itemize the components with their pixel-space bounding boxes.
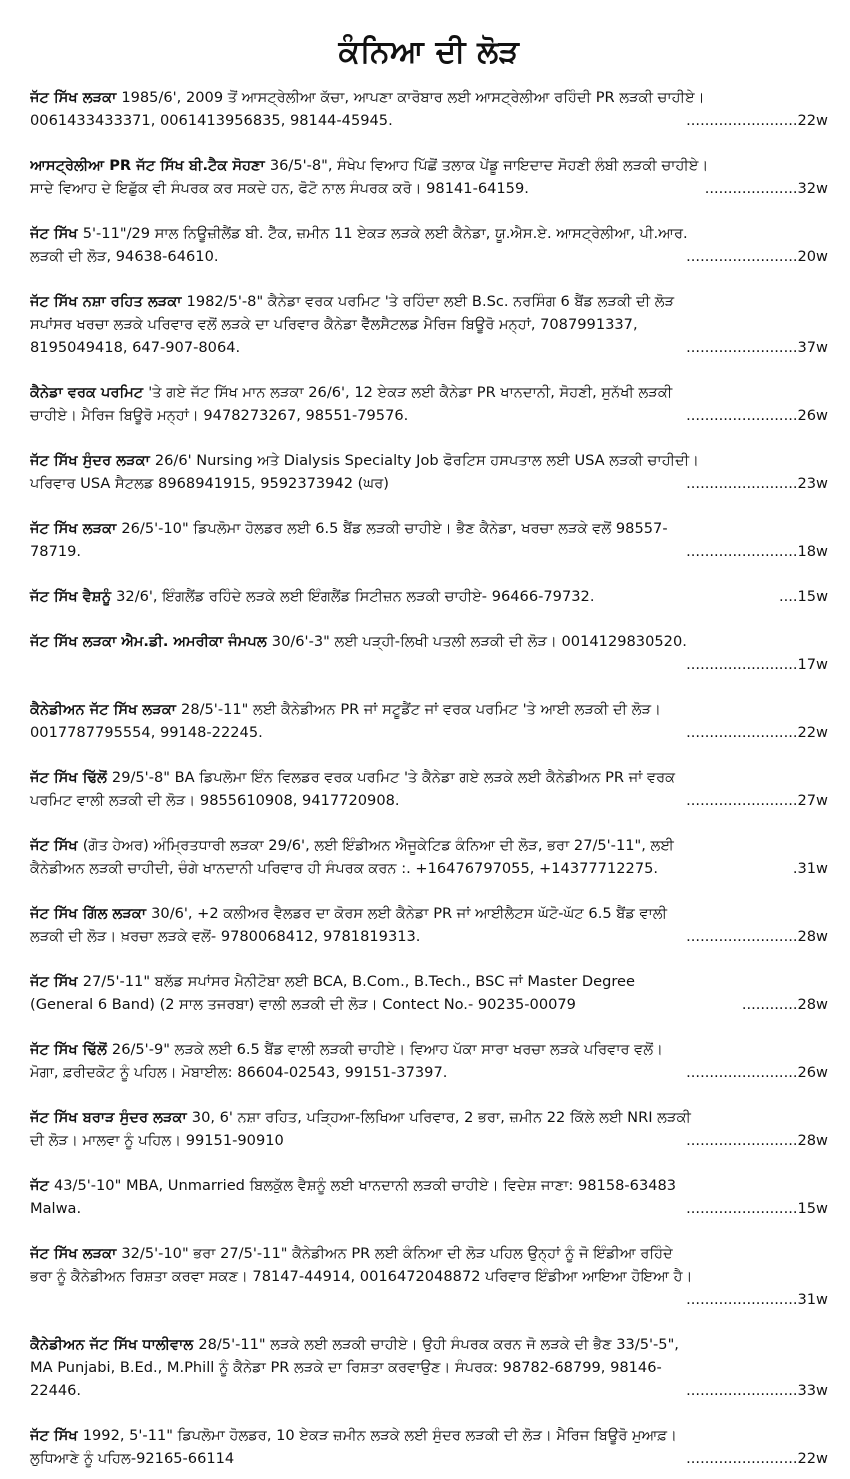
classified-ad <box>30 381 828 427</box>
ad-code: ........................22w <box>686 1450 828 1467</box>
ad-text-line: 78719. <box>30 543 82 560</box>
ad-text-line: ਕੈਨੇਡੀਅਨ ਜੱਟ ਸਿੱਖ ਲੜਕਾ 28/5'-11" ਲਈ ਕੈਨੇਡੀਅਨ PR ਜਾਂ ਸਟੂਡੈਂਟ ਜਾਂ ਵਰਕ ਪਰਮਿਟ 'ਤੇ ਆਈ ਲੜਕੀ ਦੀ ਲੋੜ। <box>30 701 661 718</box>
ad-code: ........................27w <box>686 792 828 809</box>
ad-text-line: ਜੱਟ ਸਿੱਖ (ਗੋਤ ਹੇਅਰ) ਅੰਮ੍ਰਿਤਧਾਰੀ ਲੜਕਾ 29/6', ਲਈ ਇੰਡੀਅਨ ਐਜੂਕੇਟਿਡ ਕੰਨਿਆ ਦੀ ਲੋੜ, ਭਰਾ 27/5'-11", ਲਈ <box>30 837 674 854</box>
ad-text-line: ਜੱਟ ਸਿੱਖ ਨਸ਼ਾ ਰਹਿਤ ਲੜਕਾ 1982/5'-8" ਕੈਨੇਡਾ ਵਰਕ ਪਰਮਿਟ 'ਤੇ ਰਹਿੰਦਾ ਲਈ B.Sc. ਨਰਸਿੰਗ 6 ਬੈਂਡ ਲੜਕੀ ਦੀ ਲੋੜ <box>30 293 675 310</box>
ad-code: ........................22w <box>686 112 828 129</box>
ad-heading: ਆਸਟ੍ਰੇਲੀਆ PR ਜੱਟ ਸਿੱਖ ਬੀ.ਟੈਕ ਸੋਹਣਾ <box>30 157 270 174</box>
ad-code: ........................28w <box>686 1132 828 1149</box>
ad-text-line: ਭਰਾ ਨੂੰ ਕੈਨੇਡੀਅਨ ਰਿਸ਼ਤਾ ਕਰਵਾ ਸਕਣ। 78147-44914, 0016472048872 ਪਰਿਵਾਰ ਇੰਡੀਆ ਆਇਆ ਹੋਇਆ ਹੈ। <box>30 1268 693 1285</box>
ad-text-line: ਜੱਟ ਸਿੱਖ ਲੜਕਾ 32/5'-10" ਭਰਾ 27/5'-11" ਕੈਨੇਡੀਅਨ PR ਲਈ ਕੰਨਿਆ ਦੀ ਲੋੜ ਪਹਿਲ ਉਨ੍ਹਾਂ ਨੂੰ ਜੋ ਇੰਡੀਆ ਰਹਿੰਦੇ <box>30 1245 673 1262</box>
ad-text-line: 8195049418, 647-907-8064. <box>30 339 241 356</box>
ad-heading: ਜੱਟ ਸਿੱਖ ਬਰਾੜ ਸੁੰਦਰ ਲੜਕਾ <box>30 1109 192 1126</box>
ad-text-line: (General 6 Band) (2 ਸਾਲ ਤਜਰਬਾ) ਵਾਲੀ ਲੜਕੀ ਦੀ ਲੋੜ। Contect No.- 90235-00079 <box>30 996 576 1013</box>
ad-text-line: ਲੜਕੀ ਦੀ ਲੋੜ। ਖ਼ਰਚਾ ਲੜਕੇ ਵਲੋਂ- 9780068412, 9781819313. <box>30 928 421 945</box>
ad-last-line <box>30 336 828 359</box>
ad-text-line: ਕੈਨੇਡਾ ਵਰਕ ਪਰਮਿਟ 'ਤੇ ਗਏ ਜੱਟ ਸਿੱਖ ਮਾਨ ਲੜਕਾ 26/6', 12 ਏਕੜ ਲਈ ਕੈਨੇਡਾ PR ਖਾਨਦਾਨੀ, ਸੋਹਣੀ, ਸੁਨੱਖੀ ਲੜਕੀ <box>30 384 673 401</box>
ad-heading: ਜੱਟ ਸਿੱਖ ਲੜਕਾ <box>30 1245 122 1262</box>
ad-heading: ਜੱਟ ਸਿੱਖ ਗਿੱਲ ਲੜਕਾ <box>30 905 152 922</box>
ad-code: ........................20w <box>686 248 828 265</box>
ad-heading: ਜੱਟ <box>30 1177 54 1194</box>
ad-last-line <box>30 1129 828 1152</box>
ad-text-line: 22446. <box>30 1382 82 1399</box>
classified-ad <box>30 290 828 359</box>
ad-code: ........................15w <box>686 1200 828 1217</box>
ad-text-line: ਸਾਦੇ ਵਿਆਹ ਦੇ ਇਛੁੱਕ ਵੀ ਸੰਪਰਕ ਕਰ ਸਕਦੇ ਹਨ, ਫੋਟੋ ਨਾਲ ਸੰਪਰਕ ਕਰੋ। 98141-64159. <box>30 180 529 197</box>
ad-last-line <box>30 177 828 200</box>
ad-code: ........................31w <box>686 1291 828 1308</box>
classified-ad <box>30 1106 828 1152</box>
ad-text-line: ਆਸਟ੍ਰੇਲੀਆ PR ਜੱਟ ਸਿੱਖ ਬੀ.ਟੈਕ ਸੋਹਣਾ 36/5'-8", ਸੰਖੇਪ ਵਿਆਹ ਪਿੱਛੋਂ ਤਲਾਕ ਪੇਂਡੂ ਜਾਇਦਾਦ ਸੋਹਣੀ ਲੰਬੀ ਲੜਕੀ ਚਾਹੀਏ। <box>30 157 709 174</box>
ad-code: ............28w <box>741 996 828 1013</box>
classified-ad <box>30 902 828 948</box>
ad-text-line: 0017787795554, 99148-22245. <box>30 724 263 741</box>
classified-ad <box>30 1038 828 1084</box>
ad-last-line <box>30 404 828 427</box>
ad-text-line: 0061433433371, 0061413956835, 98144-45945. <box>30 112 393 129</box>
ad-text-line: ਪਰਿਵਾਰ USA ਸੈਟਲਡ 8968941915, 9592373942 (ਘਰ) <box>30 475 389 492</box>
ad-code: ........................37w <box>686 339 828 356</box>
ad-last-line <box>30 925 828 948</box>
classified-ad <box>30 630 828 676</box>
ad-code: .31w <box>792 860 828 877</box>
ad-text-line: ਜੱਟ ਸਿੱਖ ਗਿੱਲ ਲੜਕਾ 30/6', +2 ਕਲੀਅਰ ਵੈਲਡਰ ਦਾ ਕੋਰਸ ਲਈ ਕੈਨੇਡਾ PR ਜਾਂ ਆਈਲੈਟਸ ਘੱਟੋ-ਘੱਟ 6.5 ਬੈਂਡ ਵਾਲੀ <box>30 905 668 922</box>
classified-ad <box>30 1333 828 1402</box>
ad-heading: ਕੈਨੇਡੀਅਨ ਜੱਟ ਸਿੱਖ ਧਾਲੀਵਾਲ <box>30 1336 199 1353</box>
ad-last-line <box>30 245 828 268</box>
ad-heading: ਜੱਟ ਸਿੱਖ <box>30 1427 83 1444</box>
ad-text-line: ਜੱਟ ਸਿੱਖ ਲੜਕਾ 1985/6', 2009 ਤੋਂ ਆਸਟ੍ਰੇਲੀਆ ਕੱਚਾ, ਆਪਣਾ ਕਾਰੋਬਾਰ ਲਈ ਆਸਟ੍ਰੇਲੀਆ ਰਹਿੰਦੀ PR ਲੜਕੀ ਚਾਹੀਏ। <box>30 89 705 106</box>
classified-ad <box>30 834 828 880</box>
ad-code: ....15w <box>778 588 828 605</box>
ad-heading: ਜੱਟ ਸਿੱਖ ਵੈਸ਼ਨੂੰ <box>30 588 117 605</box>
ad-text-line: ਪਰਮਿਟ ਵਾਲੀ ਲੜਕੀ ਦੀ ਲੋੜ। 9855610908, 9417720908. <box>30 792 400 809</box>
ad-code: ........................33w <box>686 1382 828 1399</box>
ad-last-line <box>30 540 828 563</box>
ad-text-line: ਜੱਟ ਸਿੱਖ ਲੜਕਾ ਐਮ.ਡੀ. ਅਮਰੀਕਾ ਜੰਮਪਲ 30/6'-3" ਲਈ ਪੜ੍ਹੀ-ਲਿਖੀ ਪਤਲੀ ਲੜਕੀ ਦੀ ਲੋੜ। 0014129830520. <box>30 633 687 650</box>
ad-text-line: MA Punjabi, B.Ed., M.Phill ਨੂੰ ਕੈਨੇਡਾ PR ਲੜਕੇ ਦਾ ਰਿਸ਼ਤਾ ਕਰਵਾਉਣ। ਸੰਪਰਕ: 98782-68799, 98146- <box>30 1359 662 1376</box>
ad-code: ........................17w <box>686 656 828 673</box>
ad-heading: ਜੱਟ ਸਿੱਖ ਲੜਕਾ <box>30 520 122 537</box>
ad-heading: ਜੱਟ ਸਿੱਖ <box>30 837 83 854</box>
classified-ad <box>30 517 828 563</box>
classified-ad <box>30 1242 828 1311</box>
ads-list <box>30 86 828 1470</box>
ad-heading: ਕੈਨੇਡਾ ਵਰਕ ਪਰਮਿਟ <box>30 384 149 401</box>
ad-heading: ਜੱਟ ਸਿੱਖ <box>30 225 83 242</box>
ad-heading: ਜੱਟ ਸਿੱਖ ਲੜਕਾ ਐਮ.ਡੀ. ਅਮਰੀਕਾ ਜੰਮਪਲ <box>30 633 272 650</box>
ad-text-line: Malwa. <box>30 1200 82 1217</box>
ad-text-line: ਸਪਾਂਸਰ ਖਰਚਾ ਲੜਕੇ ਪਰਿਵਾਰ ਵਲੋਂ ਲੜਕੇ ਦਾ ਪਰਿਵਾਰ ਕੈਨੇਡਾ ਵੈੱਲਸੈਟਲਡ ਮੈਰਿਜ ਬਿਊਰੋ ਮਨ੍ਹਾਂ, 7087991337, <box>30 316 638 333</box>
ad-last-line <box>30 993 828 1016</box>
page-title: ਕੰਨਿਆ ਦੀ ਲੋੜ <box>338 34 520 70</box>
ad-last-line <box>30 1379 828 1402</box>
classified-ad <box>30 1174 828 1220</box>
classified-ad <box>30 698 828 744</box>
ad-text-line: ਜੱਟ ਸਿੱਖ ਢਿੱਲੋਂ 29/5'-8" BA ਡਿਪਲੋਮਾ ਇੰਨ ਵਿਲਡਰ ਵਰਕ ਪਰਮਿਟ 'ਤੇ ਕੈਨੇਡਾ ਗਏ ਲੜਕੇ ਲਈ ਕੈਨੇਡੀਅਨ PR ਜਾਂ ਵਰਕ <box>30 769 676 786</box>
ad-last-line <box>30 1197 828 1220</box>
classified-ad <box>30 1424 828 1470</box>
ad-text-line: ਚਾਹੀਏ। ਮੈਰਿਜ ਬਿਊਰੋ ਮਨ੍ਹਾਂ। 9478273267, 98551-79576. <box>30 407 409 424</box>
ad-text-line: ਜੱਟ ਸਿੱਖ 1992, 5'-11" ਡਿਪਲੋਮਾ ਹੋਲਡਰ, 10 ਏਕੜ ਜ਼ਮੀਨ ਲੜਕੇ ਲਈ ਸੁੰਦਰ ਲੜਕੀ ਦੀ ਲੋੜ। ਮੈਰਿਜ ਬਿਊਰੋ ਮੁਆਫ਼। <box>30 1427 677 1444</box>
classified-ad <box>30 222 828 268</box>
ad-heading: ਜੱਟ ਸਿੱਖ ਸੁੰਦਰ ਲੜਕਾ <box>30 452 155 469</box>
ad-text-line: ਲੜਕੀ ਦੀ ਲੋੜ, 94638-64610. <box>30 248 219 265</box>
ad-heading: ਜੱਟ ਸਿੱਖ ਨਸ਼ਾ ਰਹਿਤ ਲੜਕਾ <box>30 293 187 310</box>
ad-last-line <box>30 653 828 676</box>
ad-last-line <box>30 585 828 608</box>
classified-ad <box>30 970 828 1016</box>
ad-code: ........................23w <box>686 475 828 492</box>
ad-code: ........................26w <box>686 407 828 424</box>
ad-code: ....................32w <box>704 180 828 197</box>
ad-text-line: ਜੱਟ ਸਿੱਖ 27/5'-11" ਬਲੱਡ ਸਪਾਂਸਰ ਮੈਨੀਟੋਬਾ ਲਈ BCA, B.Com., B.Tech., BSC ਜਾਂ Master Degree <box>30 973 635 990</box>
ad-text-line: ਜੱਟ ਸਿੱਖ ਬਰਾੜ ਸੁੰਦਰ ਲੜਕਾ 30, 6' ਨਸ਼ਾ ਰਹਿਤ, ਪੜ੍ਹਿਆ-ਲਿਖਿਆ ਪਰਿਵਾਰ, 2 ਭਰਾ, ਜ਼ਮੀਨ 22 ਕਿੱਲੇ ਲਈ NRI ਲੜਕੀ <box>30 1109 691 1126</box>
ad-code: ........................26w <box>686 1064 828 1081</box>
ad-text-line: ਮੋਗਾ, ਫ਼ਰੀਦਕੋਟ ਨੂੰ ਪਹਿਲ। ਮੋਬਾਈਲ: 86604-02543, 99151-37397. <box>30 1064 448 1081</box>
ad-last-line <box>30 721 828 744</box>
classified-ad <box>30 86 828 132</box>
ad-last-line <box>30 109 828 132</box>
ad-text-line: ਦੀ ਲੋੜ। ਮਾਲਵਾ ਨੂੰ ਪਹਿਲ। 99151-90910 <box>30 1132 284 1149</box>
ad-text-line: ਲੁਧਿਆਣੇ ਨੂੰ ਪਹਿਲ-92165-66114 <box>30 1450 235 1467</box>
ad-text-line: ਜੱਟ ਸਿੱਖ ਸੁੰਦਰ ਲੜਕਾ 26/6' Nursing ਅਤੇ Dialysis Specialty Job ਫੋਰਟਿਸ ਹਸਪਤਾਲ ਲਈ USA ਲੜਕੀ ਚਾਹੀਦੀ। <box>30 452 699 469</box>
ad-text-line: ਜੱਟ ਸਿੱਖ 5'-11"/29 ਸਾਲ ਨਿਊਜ਼ੀਲੈਂਡ ਬੀ. ਟੈੱਕ, ਜ਼ਮੀਨ 11 ਏਕੜ ਲੜਕੇ ਲਈ ਕੈਨੇਡਾ, ਯੂ.ਐਸ.ਏ. ਆਸਟ੍ਰੇਲੀਆ, ਪੀ.ਆਰ. <box>30 225 688 242</box>
classified-ad <box>30 449 828 495</box>
ad-text-line: ਜੱਟ ਸਿੱਖ ਵੈਸ਼ਨੂੰ 32/6', ਇੰਗਲੈਂਡ ਰਹਿੰਦੇ ਲੜਕੇ ਲਈ ਇੰਗਲੈਂਡ ਸਿਟੀਜ਼ਨ ਲੜਕੀ ਚਾਹੀਏ- 96466-79732. <box>30 588 595 605</box>
ad-text-line: ਕੈਨੇਡੀਅਨ ਜੱਟ ਸਿੱਖ ਧਾਲੀਵਾਲ 28/5'-11" ਲੜਕੇ ਲਈ ਲੜਕੀ ਚਾਹੀਏ। ਉਹੀ ਸੰਪਰਕ ਕਰਨ ਜੋ ਲੜਕੇ ਦੀ ਭੈਣ 33/5'-5", <box>30 1336 679 1353</box>
ad-heading: ਜੱਟ ਸਿੱਖ ਢਿੱਲੋਂ <box>30 1041 112 1058</box>
ad-text-line: ਕੈਨੇਡੀਅਨ ਲੜਕੀ ਚਾਹੀਦੀ, ਚੰਗੇ ਖਾਨਦਾਨੀ ਪਰਿਵਾਰ ਹੀ ਸੰਪਰਕ ਕਰਨ :. +16476797055, +14377712275. <box>30 860 659 877</box>
ad-heading: ਜੱਟ ਸਿੱਖ ਢਿੱਲੋਂ <box>30 769 112 786</box>
ad-heading: ਜੱਟ ਸਿੱਖ <box>30 973 83 990</box>
ad-last-line <box>30 1447 828 1470</box>
classified-ad <box>30 585 828 608</box>
ad-heading: ਕੈਨੇਡੀਅਨ ਜੱਟ ਸਿੱਖ ਲੜਕਾ <box>30 701 182 718</box>
ad-last-line <box>30 857 828 880</box>
ad-heading: ਜੱਟ ਸਿੱਖ ਲੜਕਾ <box>30 89 122 106</box>
ad-last-line <box>30 472 828 495</box>
ad-text-line: ਜੱਟ ਸਿੱਖ ਢਿੱਲੋਂ 26/5'-9" ਲੜਕੇ ਲਈ 6.5 ਬੈਂਡ ਵਾਲੀ ਲੜਕੀ ਚਾਹੀਏ। ਵਿਆਹ ਪੱਕਾ ਸਾਰਾ ਖਰਚਾ ਲੜਕੇ ਪਰਿਵਾਰ ਵਲੋਂ। <box>30 1041 664 1058</box>
ad-last-line <box>30 1288 828 1311</box>
ad-code: ........................22w <box>686 724 828 741</box>
ad-code: ........................28w <box>686 928 828 945</box>
ad-last-line <box>30 1061 828 1084</box>
ad-last-line <box>30 789 828 812</box>
ad-code: ........................18w <box>686 543 828 560</box>
classified-ad <box>30 766 828 812</box>
classified-ad <box>30 154 828 200</box>
ad-text-line: ਜੱਟ ਸਿੱਖ ਲੜਕਾ 26/5'-10" ਡਿਪਲੋਮਾ ਹੋਲਡਰ ਲਈ 6.5 ਬੈਂਡ ਲੜਕੀ ਚਾਹੀਏ। ਭੈਣ ਕੈਨੇਡਾ, ਖਰਚਾ ਲੜਕੇ ਵਲੋਂ 98557- <box>30 520 668 537</box>
ad-text-line: ਜੱਟ 43/5'-10" MBA, Unmarried ਬਿਲਕੁੱਲ ਵੈਸ਼ਨੂੰ ਲਈ ਖਾਨਦਾਨੀ ਲੜਕੀ ਚਾਹੀਏ। ਵਿਦੇਸ਼ ਜਾਣਾ: 98158-63483 <box>30 1177 677 1194</box>
